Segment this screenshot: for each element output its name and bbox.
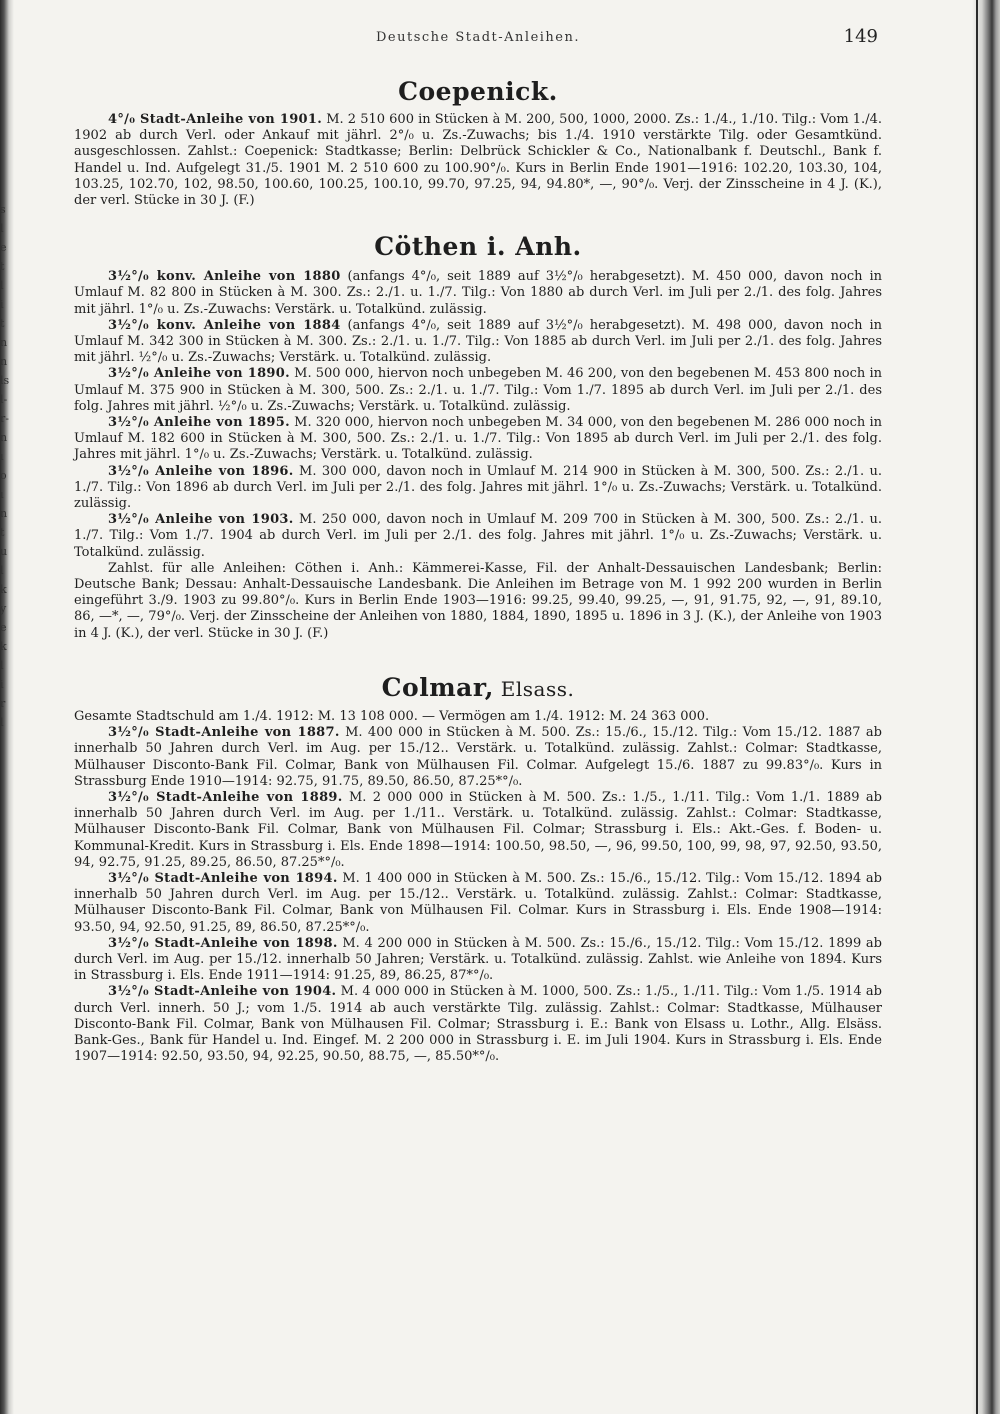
loan-entry — [74, 464, 882, 513]
bleed-letter: ls — [0, 374, 10, 387]
loan-heading: 3½°/₀ Stadt-Anleihe von 1889. — [108, 789, 343, 805]
bleed-letter: ı — [0, 488, 4, 501]
bleed-letter: r- — [0, 412, 9, 425]
entries — [74, 269, 882, 642]
loan-text: M. 300 000, davon noch in Umlauf M. 214 900 in Stücken à M. 300, 500. Zs.: 2./1. u. 1./7. Tilg.: Von 1896 ab durch Verl. im Juli per 2./1. des folg. Jahres mit jährl. 1°/₀ u. Zs.-Zuwachs; Verstärk. u. Totalkünd. zulässig. — [74, 463, 882, 512]
bleed-letter: e — [0, 621, 7, 634]
loan-entry — [74, 318, 882, 367]
loan-entry — [74, 366, 882, 415]
bleed-letter: l — [0, 659, 4, 672]
city-title-colmar: Colmar, Elsass. — [381, 672, 575, 702]
bleed-letter: t — [0, 317, 5, 330]
city-subtitle: Elsass. — [493, 676, 575, 701]
loan-text: M. 320 000, hiervon noch unbegeben M. 34 000, von den begebenen M. 286 000 noch in Umlauf M. 182 600 in Stücken à M. 300, 500. Zs.: 2./1. u. 1./7. Tilg.: Von 1895 ab durch Verl. im Juli per 2./1. des folg. Jahres mit jährl. 1°/₀ u. Zs.-Zuwachs; Verstärk. u. Totalkünd. zulässig. — [74, 415, 882, 463]
page-content — [74, 26, 882, 1065]
loan-text: M. 2 510 600 in Stücken à M. 200, 500, 1000, 2000. Zs.: 1./4., 1./10. Tilg.: Vom 1./4. 1902 ab durch Verl. oder Ankauf mit jährl. 2°/₀ u. Zs.-Zuwachs; bis 1./4. 1910 verstärkte Tilg. oder Gesamtkünd. ausgeschlossen. Zahlst.: Coepenick: Stadtkasse; Berlin: Delbrück Schickler & Co., Nationalbank f. Deutschl., Bank f. Handel u. Ind. Aufgelegt 31./5. 1901 M. 2 510 600 zu 100.90°/₀. Kurs in Berlin Ende 1901—1916: 102.20, 103.30, 104, 103.25, 102.70, 102, 98.50, 100.60, 100.25, 100.10, 99.70, 97.25, 94, 94.80*, —, 90°/₀. Verj. der Zinsscheine in 4 J. (K.), der verl. Stücke in 30 J. (F.) — [74, 112, 882, 209]
bleed-letter: k — [0, 640, 7, 653]
loan-text: M. 500 000, hiervon noch unbegeben M. 46 200, von den begebenen M. 453 800 noch in Umlauf M. 375 900 in Stücken à M. 300, 500. Zs.: 2./1. u. 1./7. Tilg.: Vom 1./7. 1895 ab durch Verl. im Juli per 2./1. des folg. Jahres mit jährl. ½°/₀ u. Zs.-Zuwachs; Verstärk. u. Totalkünd. zulässig. — [74, 366, 882, 414]
bleed-letter: o — [0, 469, 7, 482]
bleed-letter: s — [0, 203, 6, 216]
entries — [74, 709, 882, 1065]
loan-heading: 3½°/₀ Stadt-Anleihe von 1904. — [108, 984, 337, 1000]
loan-entry — [74, 725, 882, 790]
note-text: Zahlst. für alle Anleihen: Cöthen i. Anh.: Kämmerei-Kasse, Fil. der Anhalt-Dessauischen Landesbank; Berlin: Deutsche Bank; Dessau: Anhalt-Dessauische Landesbank. Die Anleihen im Betrage von M. 1 992 200 wurden in Berlin eingeführt 3./9. 1903 zu 99.80°/₀. Kurs in Berlin Ende 1903—1916: 99.25, 99.40, 99.25, —, 91, 91.75, 92, —, 91, 89.10, 86, —*, —, 79°/₀. Verj. der Zinsscheine der Anleihen von 1880, 1884, 1890, 1895 u. 1896 in 3 J. (K.), der Anleihe von 1903 in 4 J. (K.), der verl. Stücke in 30 J. (F.) — [74, 560, 882, 641]
bleed-letter: l- — [0, 393, 8, 406]
loan-heading: 3½°/₀ Stadt-Anleihe von 1894. — [108, 870, 338, 886]
bleed-letter: i — [0, 678, 4, 691]
section-coethen — [74, 231, 882, 642]
loan-text: M. 1 400 000 in Stücken à M. 500. Zs.: 15./6., 15./12. Tilg.: Vom 15./12. 1894 ab innerhalb 50 Jahren durch Verl. im Aug. per 15./12.. Verstärk. u. Totalkünd. zulässig. Zahlst.: Colmar: Stadtkasse, Mülhauser Disconto-Bank Fil. Colmar, Bank von Mülhausen Fil. Colmar. Kurs in Strassburg i. Els. Ende 1908—1914: 93.50, 94, 92.50, 91.25, 89, 86.50, 87.25*°/₀. — [74, 870, 882, 935]
loan-text: M. 400 000 in Stücken à M. 500. Zs.: 15./6., 15./12. Tilg.: Vom 15./12. 1887 ab innerhalb 50 Jahren durch Verl. im Aug. per 15./12.. Verstärk. u. Totalkünd. zulässig. Zahlst.: Colmar: Stadtkasse, Mülhauser Disconto-Bank Fil. Colmar, Bank von Mülhausen Fil. Colmar. Aufgelegt 15./6. 1887 zu 99.83°/₀. Kurs in Strassburg Ende 1910—1914: 92.75, 91.75, 89.50, 86.50, 87.25*°/₀. — [74, 725, 882, 789]
loan-text: (anfangs 4°/₀, seit 1889 auf 3½°/₀ herabgesetzt). M. 498 000, davon noch in Umlauf M. 342 300 in Stücken à M. 300. Zs.: 2./1. u. 1./7. Tilg.: Von 1885 ab durch Verl. im Juli per 2./1. des folg. Jahres mit jährl. ½°/₀ u. Zs.-Zuwachs; Verstärk. u. Totalkünd. zulässig. — [74, 317, 882, 366]
loan-heading: 3½°/₀ Anleihe von 1895. — [108, 415, 290, 431]
binding-line — [976, 0, 978, 1414]
loan-entry — [74, 871, 882, 936]
page-number: 149 — [843, 26, 878, 47]
facing-page-bleed-text — [0, 200, 12, 732]
paying-agents-note — [74, 561, 882, 642]
loan-text: M. 4 200 000 in Stücken à M. 500. Zs.: 15./6., 15./12. Tilg.: Vom 15./12. 1899 ab durch Verl. im Aug. per 15./12. innerhalb 50 Jahren; Verstärk. u. Totalkünd. zulässig. Zahlst. wie Anleihe von 1894. Kurs in Strassburg i. Els. Ende 1911—1914: 91.25, 89, 86.25, 87*°/₀. — [74, 935, 882, 984]
loan-heading: 3½°/₀ Stadt-Anleihe von 1887. — [108, 725, 340, 741]
city-debt-summary — [74, 709, 882, 725]
bleed-letter: k — [0, 583, 7, 596]
loan-heading: 4°/₀ Stadt-Anleihe von 1901. — [108, 112, 323, 127]
bleed-letter: i — [0, 298, 4, 311]
loan-heading: 3½°/₀ konv. Anleihe von 1880 — [108, 269, 341, 285]
loan-text: M. 2 000 000 in Stücken à M. 500. Zs.: 1./5., 1./11. Tilg.: Vom 1./1. 1889 ab innerhalb 50 Jahren durch Verl. im Aug. per 1./11.. Verstärk. u. Totalkünd. zulässig. Zahlst.: Colmar: Stadtkasse, Mülhauser Disconto-Bank Fil. Colmar, Bank von Mülhausen Fil. Colmar; Strassburg i. Els.: Akt.-Ges. f. Boden- u. Kommunal-Kredit. Kurs in Strassburg i. Els. Ende 1898—1914: 100.50, 98.50, —, 96, 99.50, 100, 99, 98, 97, 92.50, 93.50, 94, 92.75, 91.25, 89.25, 86.50, 87.25*°/₀. — [74, 789, 882, 870]
loan-heading: 3½°/₀ Anleihe von 1890. — [108, 366, 290, 382]
summary-text: Gesamte Stadtschuld am 1./4. 1912: M. 13 108 000. — Vermögen am 1./4. 1912: M. 24 363 000. — [74, 708, 710, 724]
loan-entry — [74, 790, 882, 871]
bleed-letter: l — [0, 222, 4, 235]
loan-entry — [74, 269, 882, 318]
bleed-letter: l — [0, 279, 4, 292]
bleed-letter: r — [0, 697, 6, 710]
bleed-letter: n — [0, 336, 8, 349]
bleed-letter: y — [0, 602, 7, 615]
loan-text: M. 250 000, davon noch in Umlauf M. 209 700 in Stücken à M. 300, 500. Zs.: 2./1. u. 1./7. Tilg.: Vom 1./7. 1904 ab durch Verl. im Juli per 2./1. des folg. Jahres mit jährl. 1°/₀ u. Zs.-Zuwachs; Verstärk. u. Totalkünd. zulässig. — [74, 512, 882, 560]
loan-heading: 3½°/₀ Stadt-Anleihe von 1898. — [108, 935, 338, 951]
running-title: Deutsche Stadt-Anleihen. — [375, 30, 581, 45]
bleed-letter: t — [0, 526, 5, 539]
section-coepenick — [74, 76, 882, 209]
bleed-letter: u — [0, 545, 8, 558]
bleed-letter: t — [0, 260, 5, 273]
bleed-letter: n — [0, 355, 8, 368]
loan-text: M. 4 000 000 in Stücken à M. 1000, 500. Zs.: 1./5., 1./11. Tilg.: Vom 1./5. 1914 ab durch Verl. innerh. 50 J.; vom 1./5. 1914 ab auch verstärkte Tilg. zulässig. Zahlst.: Colmar: Stadtkasse, Mülhauser Disconto-Bank Fil. Colmar, Bank von Mülhausen Fil. Colmar; Strassburg i. E.: Bank von Elsass u. Lothr., Allg. Elsäss. Bank-Ges., Bank für Handel u. Ind. Eingef. M. 2 200 000 in Strassburg i. E. im Juli 1904. Kurs in Strassburg i. Els. Ende 1907—1914: 92.50, 93.50, 94, 92.25, 90.50, 88.75, —, 85.50*°/₀. — [74, 984, 882, 1065]
bleed-letter: e — [0, 241, 7, 254]
bleed-letter: l — [0, 716, 4, 729]
city-title-coepenick: Coepenick. — [398, 77, 558, 106]
loan-entry — [74, 936, 882, 985]
city-title-coethen: Cöthen i. Anh. — [374, 232, 582, 262]
loan-heading: 3½°/₀ konv. Anleihe von 1884 — [108, 317, 341, 333]
loan-entry — [74, 984, 882, 1065]
loan-text: (anfangs 4°/₀, seit 1889 auf 3½°/₀ herabgesetzt). M. 450 000, davon noch in Umlauf M. 82 800 in Stücken à M. 300. Zs.: 2./1. u. 1./7. Tilg.: Von 1880 ab durch Verl. im Juli per 2./1. des folg. Jahres mit jährl. 1°/₀ u. Zs.-Zuwachs: Verstärk. u. Totalkünd. zulässig. — [74, 269, 882, 317]
running-head — [74, 26, 882, 62]
entries — [74, 112, 882, 209]
bleed-letter: n — [0, 507, 8, 520]
loan-entry — [74, 512, 882, 561]
section-colmar — [74, 672, 882, 1065]
loan-heading: 3½°/₀ Anleihe von 1903. — [108, 512, 294, 528]
loan-heading: 3½°/₀ Anleihe von 1896. — [108, 463, 294, 479]
bleed-letter: ı — [0, 450, 4, 463]
bleed-letter: l — [0, 564, 4, 577]
loan-entry — [74, 112, 882, 209]
bleed-letter: n — [0, 431, 8, 444]
loan-entry — [74, 415, 882, 464]
